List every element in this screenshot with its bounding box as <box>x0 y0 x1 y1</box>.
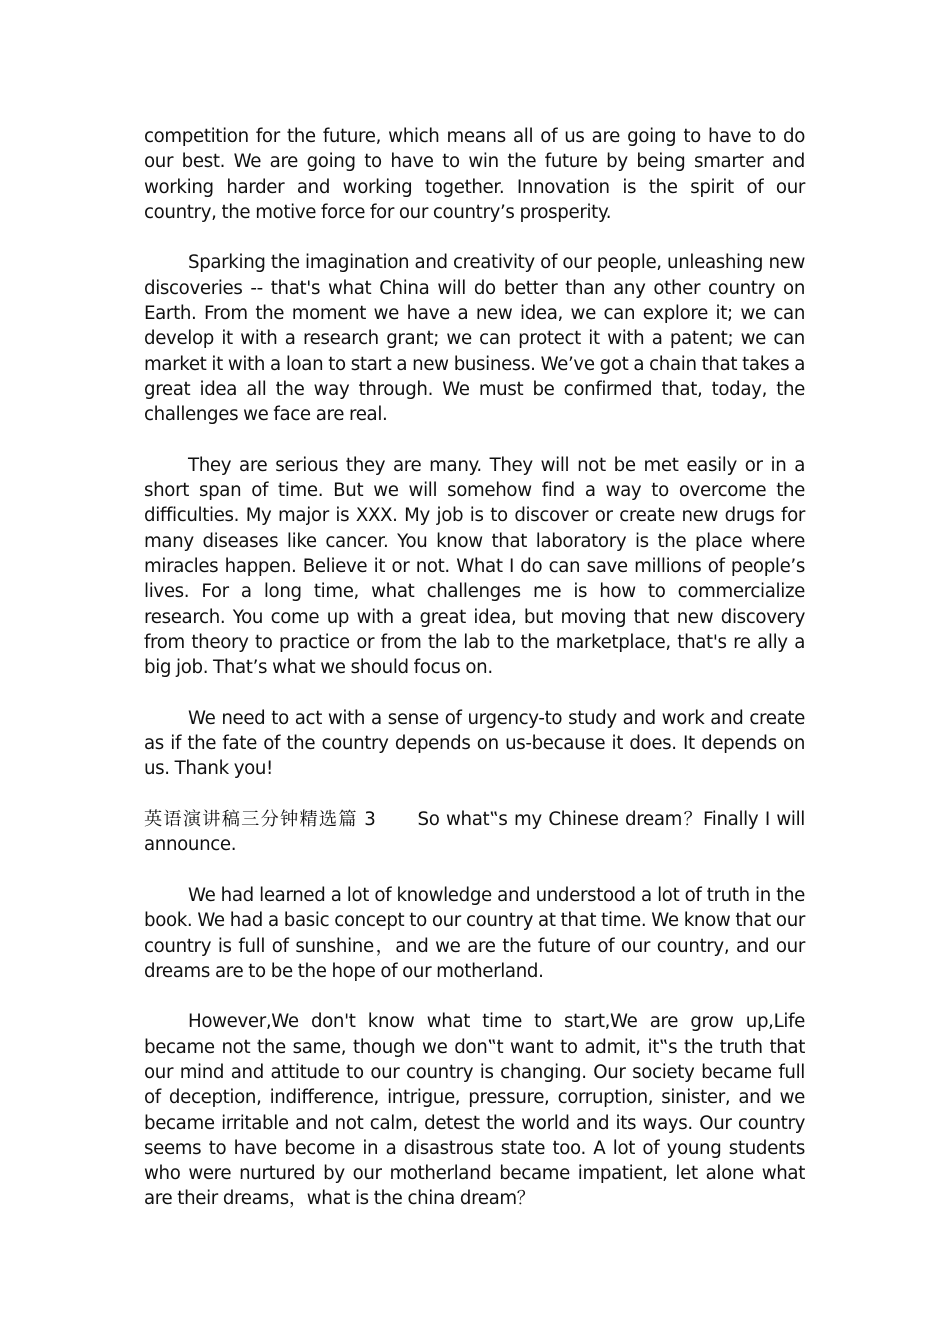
section-intro: So what‟s my Chinese dream？Finally I will announce. <box>144 809 805 856</box>
paragraph-2: Sparking the imagination and creativity of our people, unleashing new discoveries -- that's what China will do better than any other country on Earth. From the moment we have a new idea, we can explore it; we can develop it with a research grant; we can protect it with a patent; we can market it with a loan to start a new business. We’ve got a chain that takes a great idea all the way through. We must be confirmed that, today, the challenges we face are real. <box>144 252 805 426</box>
document-page <box>144 124 805 1237</box>
paragraph-4: We need to act with a sense of urgency-to study and work and create as if the fate of the country depends on us-because it does. It depends on us. Thank you! <box>144 707 805 780</box>
paragraph-5: We had learned a lot of knowledge and understood a lot of truth in the book. We had a basic concept to our country at that time. We know that our country is full of sunshine，and we are the future of our country, and our dreams are to be the hope of our motherland. <box>144 884 805 982</box>
section-3-paragraph <box>144 807 805 858</box>
paragraph-3: They are serious they are many. They will not be met easily or in a short span of time. But we will somehow find a way to overcome the difficulties. My major is XXX. My job is to discover or create new drugs for many diseases like cancer. You know that laboratory is the place where miracles happen. Believe it or not. What I do can save millions of people’s lives. For a long time, what challenges me is how to commercialize research. You come up with a great idea, but moving that new discovery from theory to practice or from the lab to the marketplace, that's re ally a big job. That’s what we should focus on. <box>144 454 805 679</box>
section-heading: 英语演讲稿三分钟精选篇 3 <box>144 809 376 831</box>
paragraph-6: However,We don't know what time to start,We are grow up,Life became not the same, though we don‟t want to admit, it‟s the truth that our mind and attitude to our country is changing. Our society became full of deception, indifference, intrigue, pressure, corruption, sinister, and we became irritable and not calm, detest the world and its ways. Our country seems to have become in a disastrous state too. A lot of young students who were nurtured by our motherland became impatient, let alone what are their dreams，what is the china dream？ <box>144 1011 805 1210</box>
paragraph-1: competition for the future, which means all of us are going to have to do our best. We are going to have to win the future by being smarter and working harder and working together. Innovation is the spirit of our country, the motive force for our country’s prosperity. <box>144 126 805 223</box>
